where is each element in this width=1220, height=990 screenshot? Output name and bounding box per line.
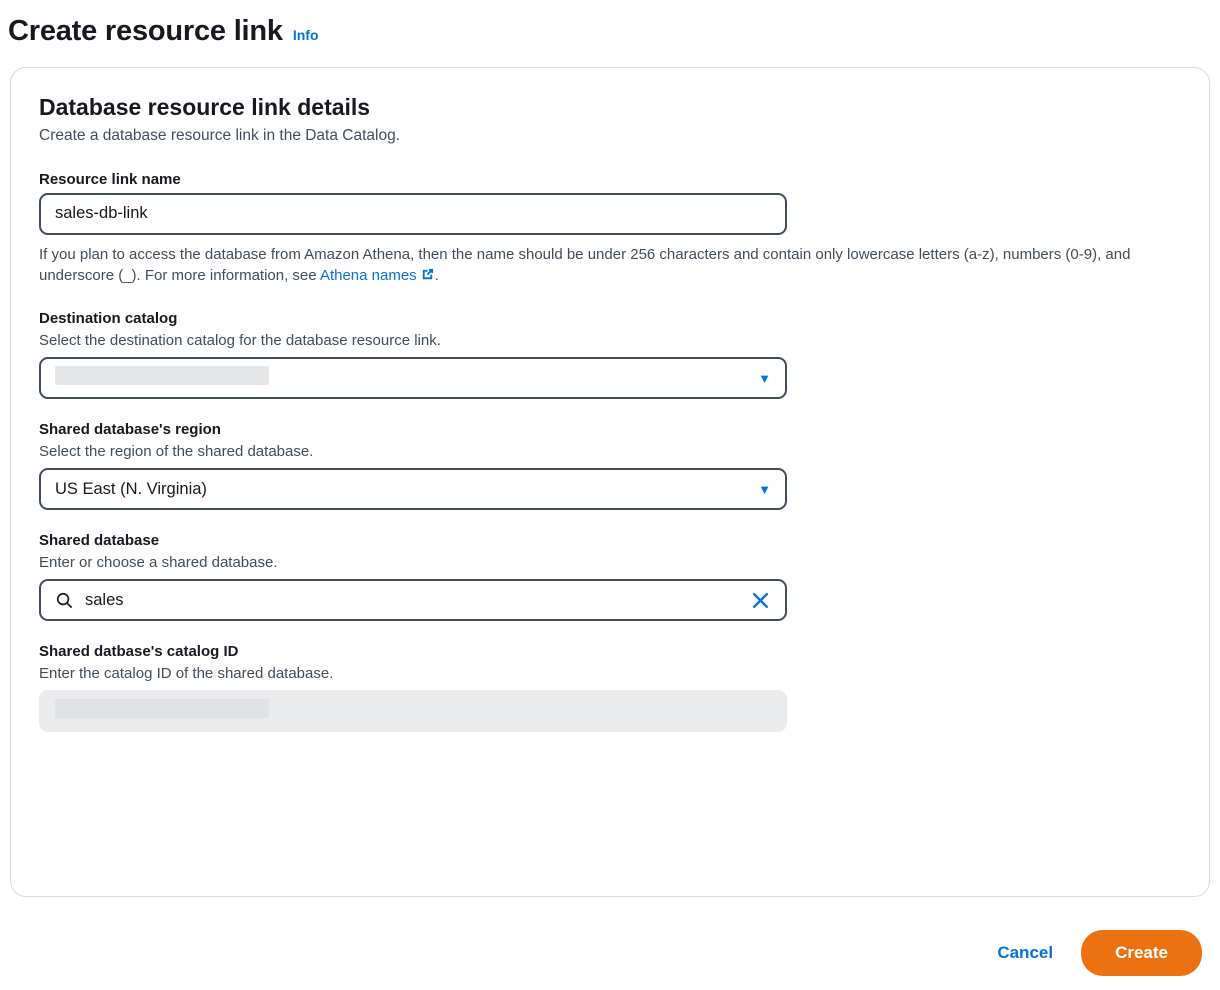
athena-names-link[interactable]: Athena names bbox=[319, 267, 417, 285]
page-header bbox=[0, 0, 1220, 49]
create-button[interactable]: Create bbox=[1081, 930, 1202, 976]
panel-title: Database resource link details bbox=[39, 93, 371, 120]
resource-link-name-input[interactable] bbox=[39, 193, 787, 235]
shared-database-region-description: Select the region of the shared database. bbox=[39, 443, 314, 461]
shared-database-label: Shared database bbox=[39, 532, 160, 550]
panel-description: Create a database resource link in the Data Catalog. bbox=[39, 126, 401, 144]
shared-database-description: Enter or choose a shared database. bbox=[39, 554, 278, 572]
destination-catalog-description: Select the destination catalog for the database resource link. bbox=[39, 332, 441, 350]
close-icon[interactable] bbox=[750, 590, 771, 611]
field-resource-link-name bbox=[39, 171, 1181, 289]
shared-database-catalog-id-input bbox=[39, 690, 787, 732]
helper-text-prefix: If you plan to access the database from Amazon Athena, then the name should be under 256 characters and contain only lowercase letters (a-z), numbers (0-9), and underscore (_). For more information, see bbox=[39, 245, 1131, 285]
info-link[interactable]: Info bbox=[292, 27, 319, 43]
field-shared-database bbox=[39, 532, 1181, 621]
shared-database-catalog-id-value bbox=[55, 699, 771, 723]
chevron-down-icon: ▼ bbox=[758, 370, 771, 386]
destination-catalog-label: Destination catalog bbox=[39, 310, 178, 328]
shared-database-region-value: US East (N. Virginia) bbox=[55, 479, 207, 498]
chevron-down-icon: ▼ bbox=[758, 481, 771, 497]
destination-catalog-select[interactable] bbox=[39, 357, 787, 399]
resource-link-name-value: sales-db-link bbox=[55, 204, 148, 223]
destination-catalog-value bbox=[55, 366, 750, 390]
field-destination-catalog bbox=[39, 310, 1181, 399]
shared-database-catalog-id-description: Enter the catalog ID of the shared database. bbox=[39, 665, 334, 683]
database-resource-link-details-panel bbox=[10, 67, 1210, 897]
page-title: Create resource link bbox=[8, 15, 283, 47]
shared-database-region-select[interactable] bbox=[39, 468, 787, 510]
shared-database-input[interactable] bbox=[39, 579, 787, 621]
resource-link-name-helper bbox=[39, 244, 1149, 289]
form-actions bbox=[991, 930, 1202, 976]
redacted-catalog-id bbox=[55, 699, 269, 718]
field-shared-database-region bbox=[39, 421, 1181, 510]
field-shared-database-catalog-id bbox=[39, 643, 1181, 732]
shared-database-catalog-id-label: Shared datbase's catalog ID bbox=[39, 643, 239, 661]
resource-link-name-label: Resource link name bbox=[39, 170, 181, 188]
shared-database-region-label: Shared database's region bbox=[39, 421, 221, 439]
shared-database-value: sales bbox=[85, 590, 124, 609]
cancel-button[interactable]: Cancel bbox=[991, 935, 1059, 971]
redacted-account-id bbox=[55, 366, 269, 385]
search-icon bbox=[55, 591, 74, 610]
helper-text-suffix: . bbox=[434, 267, 439, 285]
external-link-icon bbox=[420, 267, 435, 288]
